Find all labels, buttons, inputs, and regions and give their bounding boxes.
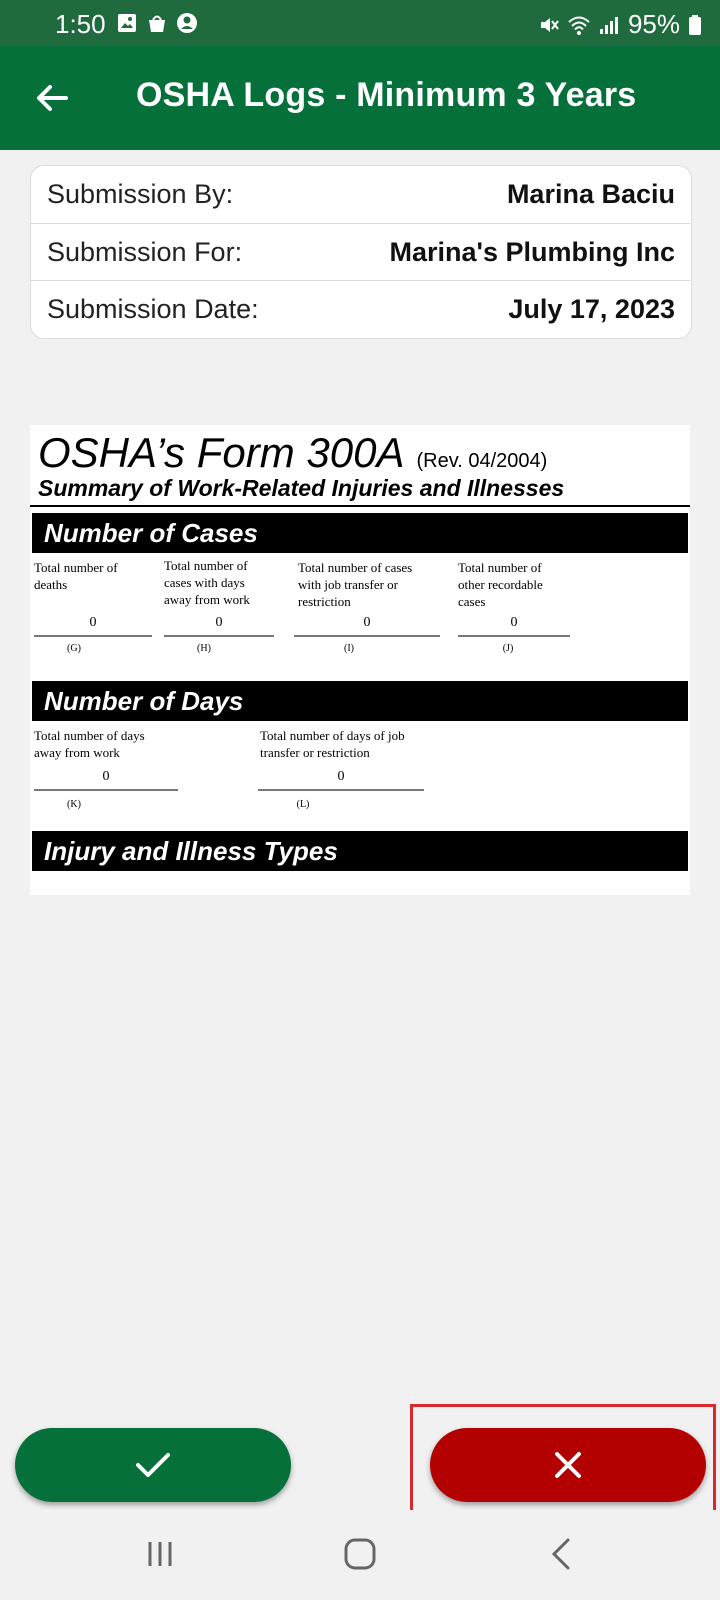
submission-by-value: Marina Baciu: [506, 179, 675, 209]
cases-deaths-value: 0: [89, 615, 97, 630]
back-icon[interactable]: [542, 1534, 582, 1574]
shopping-bag-icon: [146, 12, 168, 34]
home-icon[interactable]: [340, 1534, 380, 1574]
cases-days-away-value: 0: [215, 615, 223, 630]
days-transfer-label: Total number of days of job transfer or restriction: [260, 728, 405, 760]
signal-icon: [598, 14, 620, 36]
submission-for-row: [31, 223, 691, 280]
submission-info-card: [30, 165, 692, 339]
status-bar: [0, 0, 720, 46]
battery-icon: [688, 14, 702, 36]
submission-date-row: [31, 280, 691, 337]
days-transfer-code: (L): [296, 799, 310, 810]
battery-percent: 95%: [627, 9, 680, 39]
cases-days-away-code: (H): [197, 643, 211, 654]
submission-by-row: [31, 166, 691, 223]
cases-other-value: 0: [510, 615, 518, 630]
form-divider: [30, 505, 690, 507]
form-title: [38, 429, 547, 477]
cases-job-transfer-value: 0: [363, 615, 371, 630]
form-title-text: OSHA’s Form 300A: [38, 429, 405, 476]
cases-deaths-label: Total number of deaths: [34, 560, 118, 592]
image-icon: [116, 12, 138, 34]
cases-job-transfer-code: (I): [344, 643, 354, 654]
cases-job-transfer-line: [294, 635, 440, 637]
page-title: OSHA Logs - Minimum 3 Years: [136, 76, 637, 114]
notification-icons: [116, 12, 198, 34]
cases-job-transfer-label: Total number of cases with job transfer or restriction: [298, 560, 413, 609]
cases-days-away-label: Total number of cases with days away from work: [164, 558, 250, 607]
status-time: 1:50: [55, 9, 106, 39]
submission-date-value: July 17, 2023: [508, 293, 675, 324]
cases-other-label: Total number of other recordable cases: [458, 560, 543, 609]
wifi-icon: [568, 14, 590, 36]
arrow-left-icon[interactable]: [32, 78, 72, 118]
system-status: [538, 9, 702, 40]
app-bar: [0, 46, 720, 150]
days-transfer-value: 0: [337, 769, 345, 784]
section-injury-illness-types: Injury and Illness Types: [32, 831, 688, 871]
mute-icon: [538, 14, 560, 36]
cases-other-line: [458, 635, 570, 637]
section-number-of-days: Number of Days: [32, 681, 688, 721]
check-icon: [135, 1451, 171, 1479]
days-away-value: 0: [102, 769, 110, 784]
form-subtitle: Summary of Work-Related Injuries and Illnesses: [38, 475, 565, 501]
submission-by-label: Submission By:: [47, 179, 234, 209]
account-circle-icon: [176, 12, 198, 34]
system-nav-bar: [0, 1510, 720, 1600]
cases-days-away-line: [164, 635, 274, 637]
approve-button[interactable]: [15, 1428, 291, 1502]
cases-deaths-code: (G): [67, 643, 81, 654]
submission-for-label: Submission For:: [47, 236, 243, 267]
days-away-code: (K): [67, 799, 81, 810]
recent-apps-icon[interactable]: [140, 1534, 180, 1574]
submission-date-label: Submission Date:: [47, 293, 259, 324]
section-number-of-cases: Number of Cases: [32, 513, 688, 553]
days-away-line: [34, 789, 178, 791]
osha-form-preview[interactable]: [30, 425, 690, 895]
form-revision: (Rev. 04/2004): [416, 450, 548, 472]
submission-for-value: Marina's Plumbing Inc: [389, 236, 675, 267]
days-transfer-line: [258, 789, 424, 791]
days-away-label: Total number of days away from work: [34, 728, 145, 760]
cases-deaths-line: [34, 635, 152, 637]
cases-other-code: (J): [502, 643, 514, 654]
